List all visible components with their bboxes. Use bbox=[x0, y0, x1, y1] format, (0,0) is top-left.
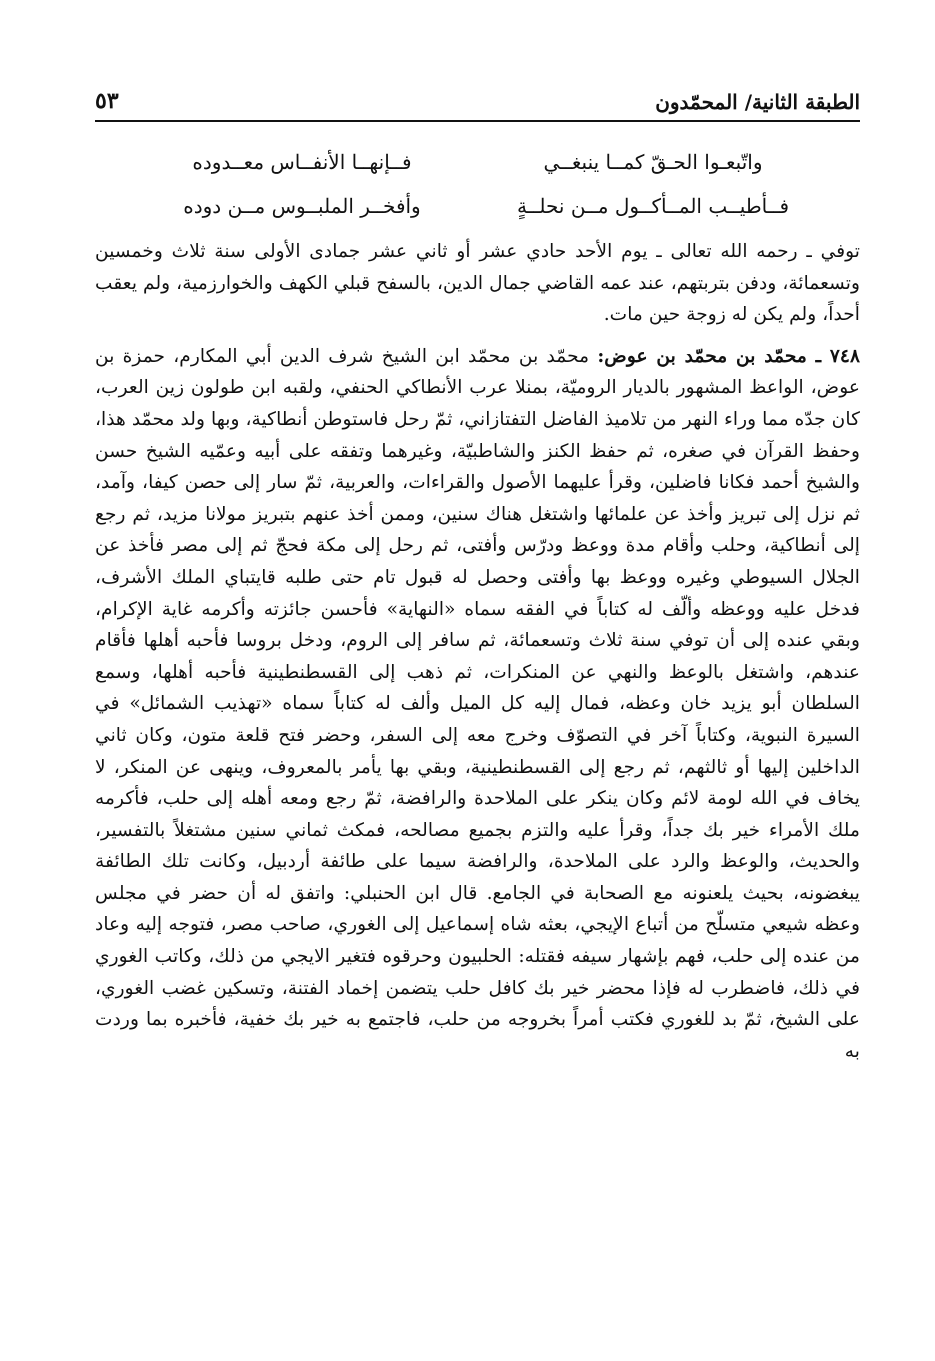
verse-line bbox=[140, 142, 815, 186]
verse-second-hemistich: وأفخــر الملبــوس مــن دوده bbox=[183, 194, 421, 218]
verse-first-hemistich: فــأطيــب المــأكــول مــن نحلــةٍ bbox=[516, 194, 790, 218]
body-text bbox=[95, 236, 860, 1067]
page-number: ٥٣ bbox=[95, 88, 119, 114]
poem-verses bbox=[140, 142, 815, 230]
entry-body-text: محمّد بن محمّد ابن الشيخ شرف الدين أبي المكارم، حمزة بن عوض، الواعظ المشهور بالديار الروميّة، بمنلا عرب الأنطاكي الحنفي، ولقبه ابن طولون زين العرب، كان جدّه مما وراء النهر من تلاميذ الفاضل التفتازاني، ثمّ رحل فاستوطن أنطاكية، وبها ولد محمّد هذا، وحفظ القرآن في صغره، ثم حفظ الكنز والشاطبيّة، وغيرهما وتفقه على أبيه وعمّيه الشيخ حسن والشيخ أحمد فكانا فاضلين، وقرأ عليهما الأصول والقراءات، والعربية، ثمّ سار إلى حصن كيفا، وآمد، ثم نزل إلى تبريز وأخذ عن علمائها واشتغل هناك سنين، وممن أخذ عنهم بتبريز مولانا مزيد، ثم رجع إلى أنطاكية، وحلب وأقام مدة ووعظ ودرّس وأفتى، ثم رحل إلى مكة فحجّ ثم إلى مصر فأخذ عن الجلال السيوطي وغيره ووعظ بها وأفتى وحصل له قبول تام حتى طلبه قايتباي الملك الأشرف، فدخل عليه ووعظه وألّف له كتاباً في الفقه سماه «النهاية» فأحسن جائزته وأكرمه غاية الإكرام، وبقي عنده إلى أن توفي سنة ثلاث وتسعمائة، ثم سافر إلى الروم، ودخل بروسا فأحبه أهلها فأقام عندهم، واشتغل بالوعظ والنهي عن المنكرات، ثم ذهب إلى القسطنطينية فأحبه أهلها، وسمع السلطان أبو يزيد خان وعظه، فمال إليه كل الميل وألف له كتاباً سماه «تهذيب الشمائل» في السيرة النبوية، وكتاباً آخر في التصوّف وخرج معه إلى السفر، وحضر فتح قلعة متون، وكان ثاني الداخلين إليها أو ثالثهم، ثم رجع إلى القسطنطينية، وبقي بها يأمر بالمعروف، وينهى عن المنكر، لا يخاف في الله لومة لائم وكان ينكر على الملاحدة والرافضة، ثمّ رجع ومعه أهله إلى حلب، فأكرمه ملك الأمراء خير بك جداً، وقرأ عليه والتزم بجميع مصالحه، فمكث ثماني سنين مشتغلاً بالتفسير، والحديث، والوعظ والرد على الملاحدة، والرافضة سيما على طائفة أردبيل، وكانت تلك الطائفة يبغضونه، بحيث يلعنونه مع الصحابة في الجامع. قال ابن الحنبلي: واتفق له أن حضر في مجلس وعظه شيعي متسلّح من أتباع الإيجي، بعثه شاه إسماعيل إلى الغوري، صاحب مصر، فتوجه إليه وعاد من عنده إلى حلب، فهم بإشهار سيفه فقتله: الحلبيون وحرقوه فتغير الايجي من ذلك، وكاتب الغوري في ذلك، فاضطرب له فإذا محضر خير بك كافل حلب يتضمن إخماد الفتنة، وتسكين غضب الغوري، على الشيخ، ثمّ بد للغوري فكتب أمراً بخروجه من حلب، فاجتمع به خير بك خفية، فأخبره بما وردت به bbox=[95, 345, 860, 1062]
entry-heading: ٧٤٨ ـ محمّد بن محمّد بن عوض: bbox=[597, 344, 861, 367]
verse-line bbox=[140, 186, 815, 230]
running-title: الطبقة الثانية/ المحمّدون bbox=[655, 90, 860, 114]
biography-entry-paragraph bbox=[95, 341, 860, 1068]
verse-first-hemistich: واتّبعـوا الحـقّ كمــا ينبغــي bbox=[543, 150, 763, 174]
page-header bbox=[95, 86, 860, 122]
verse-second-hemistich: فــإنهــا الأنفــاس معــدوده bbox=[192, 150, 412, 174]
death-note-paragraph: توفي ـ رحمه الله تعالى ـ يوم الأحد حادي عشر أو ثاني عشر جمادى الأولى سنة ثلاث وخمسين وتسعمائة، ودفن بتربتهم، عند عمه القاضي جمال الدين، بالسفح قبلي الكهف والخوارزمية، ولم يعقب أحداً، ولم يكن له زوجة حين مات. bbox=[95, 241, 860, 326]
